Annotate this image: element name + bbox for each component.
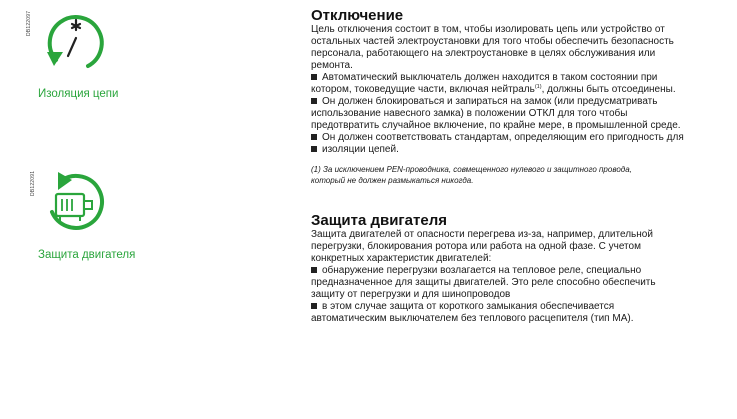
motor-b1-2: защиту от перегрузки и для шинопроводов bbox=[311, 289, 511, 300]
isolation-b2-2: предотвратить случайное включение, по крайне мере, в промышленной среде. bbox=[311, 120, 681, 131]
bullet-square bbox=[311, 146, 317, 152]
isolation-intro-1: остальных частей электроустановки для того чтобы обеспечить безопасность bbox=[311, 36, 674, 47]
motor-code: DB122091 bbox=[30, 170, 36, 196]
isolation-intro-2: персонала, работающего на электроустановке в целях обслуживания или bbox=[311, 48, 656, 59]
motor-protection-icon bbox=[44, 170, 110, 243]
isolation-label: Изоляция цепи bbox=[38, 88, 119, 100]
isolation-footnote-0: (1) За исключением PEN-проводника, совмещенного нулевого и защитного провода, bbox=[311, 165, 632, 174]
isolation-b3-0: Он должен соответствовать стандартам, определяющим его пригодность для bbox=[322, 132, 684, 143]
footnote-ref: (1) bbox=[534, 84, 542, 90]
motor-b2-0: в этом случае защита от короткого замыкания обеспечивается bbox=[322, 301, 615, 312]
motor-intro-2: конкретных характеристик двигателей: bbox=[311, 253, 492, 264]
bullet-square bbox=[311, 74, 317, 80]
bullet-square bbox=[311, 267, 317, 273]
motor-intro-0: Защита двигателей от опасности перегрева из-за, например, длительной bbox=[311, 229, 653, 240]
isolation-code: DB122097 bbox=[26, 10, 32, 36]
motor-b2-1: автоматическим выключателем без теплового расцепителя (тип МА). bbox=[311, 313, 634, 324]
motor-intro-1: перегрузки, блокирования ротора или работа на одной фазе. С учетом bbox=[311, 241, 641, 252]
isolation-b1-end: , должны быть отсоединены. bbox=[541, 84, 676, 95]
isolation-section bbox=[311, 8, 721, 186]
motor-label: Защита двигателя bbox=[38, 249, 136, 261]
isolation-intro-3: ремонта. bbox=[311, 60, 353, 71]
bullet-square bbox=[311, 134, 317, 140]
isolation-b1-0: Автоматический выключатель должен находится в таком состоянии при bbox=[322, 72, 658, 83]
motor-section bbox=[311, 213, 721, 325]
isolation-b2-0: Он должен блокироваться и запираться на замок (или предусматривать bbox=[322, 96, 658, 107]
isolation-title: Отключение bbox=[311, 7, 404, 24]
bullet-square bbox=[311, 303, 317, 309]
isolation-footnote-1: который не должен размыкаться никогда. bbox=[311, 175, 474, 185]
isolation-b1-1: котором, токоведущие части, включая нейтраль bbox=[311, 84, 535, 95]
isolation-intro-0: Цель отключения состоит в том, чтобы изолировать цепь или устройство от bbox=[311, 24, 665, 35]
motor-b1-0: обнаружение перегрузки возлагается на тепловое реле, специально bbox=[322, 265, 642, 276]
motor-b1-1: предназначенное для защиты двигателей. Это реле способно обеспечить bbox=[311, 277, 656, 288]
isolation-b3-1: изоляции цепей. bbox=[322, 144, 399, 155]
circuit-isolation-icon bbox=[42, 8, 108, 85]
bullet-square bbox=[311, 98, 317, 104]
isolation-b2-1: использование навесного замка) в положении ОТКЛ для того чтобы bbox=[311, 108, 628, 119]
motor-title: Защита двигателя bbox=[311, 212, 447, 229]
